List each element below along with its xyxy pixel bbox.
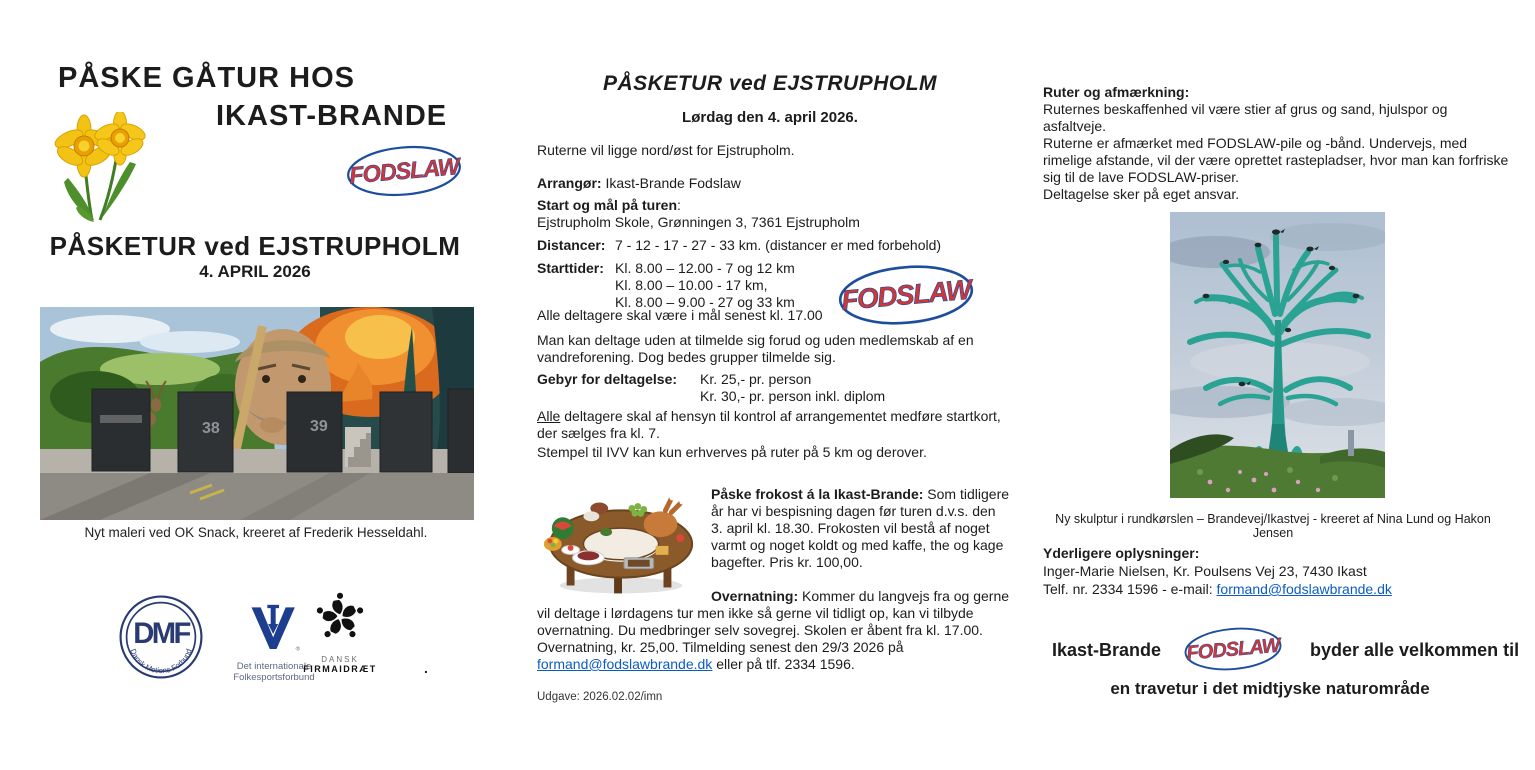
start-card-note (537, 408, 1007, 442)
ivv-stamp-note: Stempel til IVV kan kun erhverves på ruter på 5 km og derover. (537, 444, 927, 460)
email-link[interactable]: formand@fodslawbrande.dk (537, 656, 713, 672)
start-card-line2: der sælges fra kl. 7. (537, 425, 660, 441)
daffodil-image (48, 112, 152, 224)
fee-line2: Kr. 30,- pr. person inkl. diplom (700, 388, 886, 404)
start-card-line1 (537, 408, 1007, 425)
fee-values (700, 371, 885, 405)
routes-line: Ruternes beskaffenhed vil være stier af grus og sand, hjulspor og asfaltveje. (1043, 101, 1448, 134)
dmf-monogram: DMF (133, 618, 189, 651)
intro-text: Ruterne vil ligge nord/øst for Ejstrupholm. (537, 142, 795, 158)
left-title-line1: PÅSKE GÅTUR HOS (58, 62, 355, 94)
overnight-paragraph (537, 588, 1009, 673)
dock-number-38: 38 (202, 420, 220, 437)
ivv-caption-line2: Folkesportsforbund (233, 672, 315, 683)
registration-note (537, 332, 974, 366)
dmf-ring-text: Dansk Motions Forbund (128, 647, 194, 676)
fodslaw-logo (1183, 625, 1283, 673)
easter-lunch-text: Som tidligere år har vi bespisning dagen før turen d.v.s. den 3. april kl. 18.30. Frokosten vil bestå af noget varmt og noget koldt og med kaffe, the og kage bagefter. Pris kr. 100,00. (711, 486, 1010, 570)
routes-line: Ruterne er afmærket med FODSLAW-pile og -bånd. Undervejs, med (1043, 135, 1468, 151)
sculpture-caption: Ny skulptur i rundkørslen – Brandevej/Ikastvej - kreeret af Nina Lund og Hakon Jensen (1055, 512, 1491, 540)
contact-address: Inger-Marie Nielsen, Kr. Poulsens Vej 23, 7430 Ikast (1043, 563, 1367, 579)
firmaidraet-caption-line2: FIRMAIDRÆT (303, 664, 377, 674)
start-time-line: Kl. 8.00 – 10.00 - 17 km, (615, 277, 768, 293)
registration-note-line2: vandreforening. Dog bedes grupper tilmelde sig. (537, 349, 836, 365)
start-times-row (537, 260, 795, 311)
fee-row (537, 371, 885, 405)
routes-section (1043, 84, 1513, 203)
distances-row (537, 237, 941, 254)
ivv-logo (248, 604, 300, 654)
mural-photo (40, 307, 474, 520)
easter-lunch-label: Påske frokost á la Ikast-Brande: (711, 486, 924, 502)
start-time-line: Kl. 8.00 – 12.00 - 7 og 12 km (615, 260, 795, 276)
stray-dot: . (424, 660, 428, 676)
meal-section (537, 486, 1009, 673)
fodslaw-logo-text: FODSLAW (1185, 634, 1281, 665)
start-goal-block (537, 197, 860, 231)
welcome-club-name: Ikast-Brande (1052, 640, 1162, 660)
start-times-label: Starttider: (537, 260, 604, 276)
mural-caption: Nyt maleri ved OK Snack, kreeret af Frederik Hesseldahl. (84, 525, 428, 540)
firmaidraet-caption-line1: DANSK (321, 655, 359, 664)
routes-line: Deltagelse sker på eget ansvar. (1043, 186, 1240, 202)
overnight-label: Overnatning: (711, 588, 799, 604)
start-goal-colon: : (677, 197, 681, 213)
welcome-text: byder alle velkommen til (1310, 640, 1520, 660)
distances-label: Distancer: (537, 237, 606, 253)
ivv-caption-line1: Det internationale (236, 661, 312, 672)
welcome-line2: en travetur i det midtjyske naturområde (1110, 679, 1430, 698)
finish-deadline-note: Alle deltagere skal være i mål senest kl. 17.00 (537, 307, 823, 323)
routes-label: Ruter og afmærkning: (1043, 84, 1190, 100)
dmf-logo (118, 594, 204, 680)
start-goal-label: Start og mål på turen (537, 197, 678, 213)
overnight-text-1: Kommer du langvejs fra og gerne vil deltage i lørdagens tur men ikke så gerne vil tidligt op, kan vi tilbyde overnatning. Du medbringer selv sovegrej. Skolen er åbent fra kl. 17.00. Overnatning, kr. 25,00. Tilmelding senest den 29/3 2026 på (537, 588, 1010, 655)
routes-line: sig til de lave FODSLAW-priser. (1043, 169, 1240, 185)
more-info-label: Yderligere oplysninger: (1043, 545, 1200, 561)
start-goal-address: Ejstrupholm Skole, Grønningen 3, 7361 Ejstrupholm (537, 214, 860, 230)
dock-number-39: 39 (310, 418, 328, 435)
start-card-underlined-word: Alle (537, 408, 561, 424)
contact-email-link[interactable]: formand@fodslawbrande.dk (1216, 581, 1392, 597)
start-time-line: Kl. 8.00 – 9.00 - 27 og 33 km (615, 294, 795, 310)
middle-heading: PÅSKETUR ved EJSTRUPHOLM (602, 72, 938, 95)
left-title-line2: IKAST-BRANDE (216, 100, 448, 132)
organizer-line (537, 175, 741, 192)
middle-date: Lørdag den 4. april 2026. (682, 109, 858, 126)
ivv-registered-mark: ® (295, 646, 300, 653)
registration-note-line1: Man kan deltage uden at tilmelde sig forud og uden medlemskab af en (537, 332, 974, 348)
start-card-line1-rest: deltagere skal af hensyn til kontrol af arrangementet medføre startkort, (560, 408, 1001, 424)
left-subtitle-line2: 4. APRIL 2026 (199, 262, 311, 281)
fee-label: Gebyr for deltagelse: (537, 371, 678, 387)
routes-line: rimelige afstande, vil der være oprettet rastepladser, hvor man kan forfriske (1043, 152, 1509, 168)
fodslaw-logo-text: FODSLAW (348, 153, 460, 189)
fodslaw-logo-text: FODSLAW (840, 273, 972, 316)
fodslaw-logo (836, 262, 976, 328)
organizer-label: Arrangør: (537, 175, 602, 191)
left-subtitle-line1: PÅSKETUR ved EJSTRUPHOLM (49, 231, 461, 261)
easter-buffet-image (537, 486, 705, 598)
contact-phone-email (1043, 581, 1392, 598)
fodslaw-logo (344, 143, 464, 199)
contact-phone-prefix: Telf. nr. 2334 1596 - e-mail: (1043, 581, 1217, 597)
overnight-text-2: eller på tlf. 2334 1596. (712, 656, 855, 672)
organizer-value: Ikast-Brande Fodslaw (605, 175, 741, 191)
edition-note: Udgave: 2026.02.02/imn (537, 691, 663, 703)
distances-value: 7 - 12 - 17 - 27 - 33 km. (distancer er med forbehold) (615, 237, 942, 253)
firmaidraet-logo (312, 590, 368, 644)
firmaidraet-logo-block (300, 590, 380, 674)
fee-line1: Kr. 25,- pr. person (700, 371, 812, 387)
start-times-list (615, 260, 795, 311)
tree-sculpture-photo (1170, 212, 1385, 498)
